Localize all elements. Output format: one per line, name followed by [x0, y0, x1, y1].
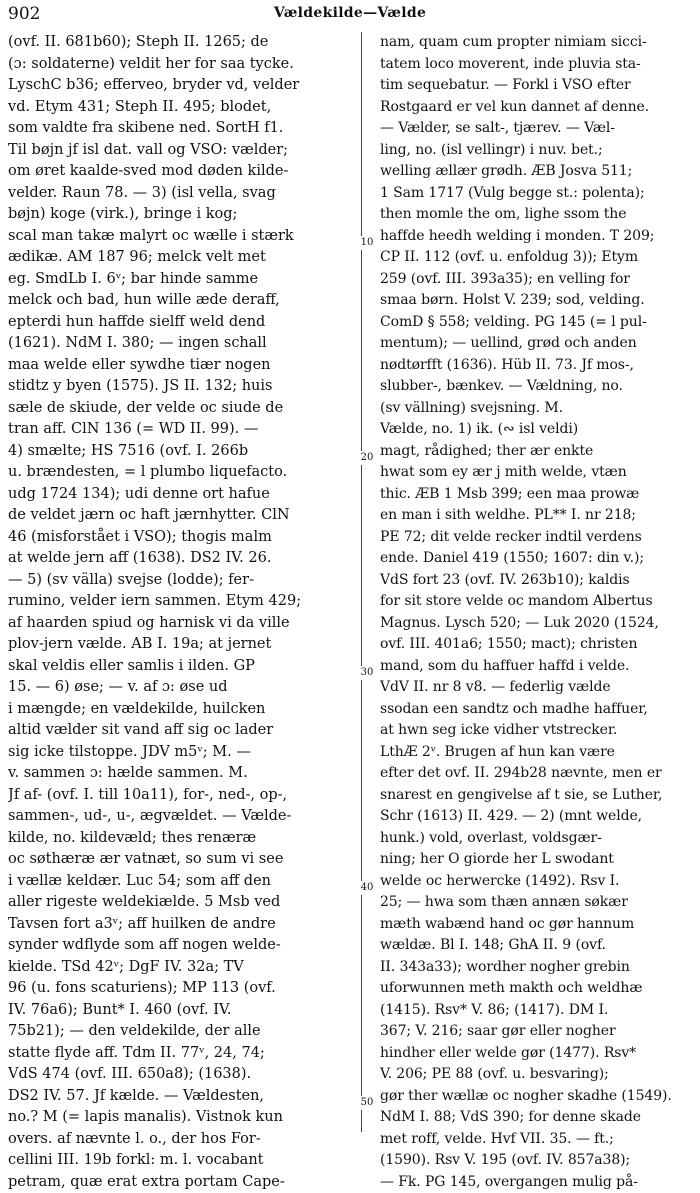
text-line: tran aff. ClN 136 (= WD II. 99). — [8, 419, 356, 441]
column-divider [361, 32, 362, 1132]
text-line: aller rigeste weldekiælde. 5 Msb ved [8, 892, 356, 914]
text-line: NdM I. 88; VdS 390; for denne skade [380, 1107, 694, 1129]
text-line: de veldet jærn oc haft jærnhytter. ClN [8, 505, 356, 527]
text-line: cellini III. 19b forkl: m. l. vocabant [8, 1150, 356, 1172]
text-line: stidtz y byen (1575). JS II. 132; huis [8, 376, 356, 398]
text-line: Vælde, no. 1) ik. (∾ isl veldi) [380, 419, 694, 441]
text-line: sig icke tilstoppe. JDV m5ᵛ; M. — [8, 742, 356, 764]
page-number: 902 [8, 4, 40, 24]
text-line: Schr (1613) II. 429. — 2) (mnt welde, [380, 806, 694, 828]
text-line: VdS 474 (ovf. III. 650a8); (1638). [8, 1064, 356, 1086]
text-line: kielde. TSd 42ᵛ; DgF IV. 32a; TV [8, 957, 356, 979]
text-line: ssodan een sandtz och madhe haffuer, [380, 699, 694, 721]
left-column [8, 32, 356, 1193]
text-line: V. 206; PE 88 (ovf. u. besvaring); [380, 1064, 694, 1086]
text-line: Magnus. Lysch 520; — Luk 2020 (1524, [380, 613, 694, 635]
line-marker-50: 50 [357, 1096, 377, 1110]
text-line: VdV II. nr 8 v8. — federlig vælde [380, 677, 694, 699]
text-line: — Vælder, se salt-, tjærev. — Væl- [380, 118, 694, 140]
text-line: ovf. III. 401a6; 1550; mact); christen [380, 634, 694, 656]
text-line: v. sammen ɔ: hælde sammen. M. [8, 763, 356, 785]
text-line: ling, no. (isl vellingr) i nuv. bet.; [380, 140, 694, 162]
text-line: gør ther wællæ oc nogher skadhe (1549). [380, 1086, 694, 1108]
text-line: snarest en gengivelse af t sie, se Luther, [380, 785, 694, 807]
text-line: LthÆ 2ᵛ. Brugen af hun kan være [380, 742, 694, 764]
text-line: af haarden spiud og harnisk vi da ville [8, 613, 356, 635]
text-line: u. brændesten, = l plumbo liquefacto. [8, 462, 356, 484]
text-line: (1590). Rsv V. 195 (ovf. IV. 857a38); [380, 1150, 694, 1172]
text-line: (sv vällning) svejsning. M. [380, 398, 694, 420]
text-line: eg. SmdLb I. 6ᵛ; bar hinde samme [8, 269, 356, 291]
text-line: nødtørfft (1636). Hüb II. 73. Jf mos-, [380, 355, 694, 377]
text-line: — 5) (sv välla) svejse (lodde); fer- [8, 570, 356, 592]
text-line: om øret kaalde-sved mod døden kilde- [8, 161, 356, 183]
text-line: sæle de skiude, der velde oc siude de [8, 398, 356, 420]
line-marker-20: 20 [357, 451, 377, 465]
line-marker-40: 40 [357, 881, 377, 895]
text-line: ComD § 558; velding. PG 145 (= l pul- [380, 312, 694, 334]
text-line: Til bøjn jf isl dat. vall og VSO: vælder; [8, 140, 356, 162]
text-line: kilde, no. kildevæld; thes renæræ [8, 828, 356, 850]
line-marker-10: 10 [357, 236, 377, 250]
text-line: i mængde; en vældekilde, huilcken [8, 699, 356, 721]
text-line: 1 Sam 1717 (Vulg begge st.: polenta); [380, 183, 694, 205]
text-line: Tavsen fort a3ᵛ; aff huilken de andre [8, 914, 356, 936]
text-line: mentum); — uellind, grød och anden [380, 333, 694, 355]
text-line: 4) smælte; HS 7516 (ovf. I. 266b [8, 441, 356, 463]
running-head: Vældekilde—Vælde [8, 5, 692, 21]
text-line: nam, quam cum propter nimiam sicci- [380, 32, 694, 54]
text-line: melck och bad, hun wille æde deraff, [8, 290, 356, 312]
text-line: plov-jern vælde. AB I. 19a; at jernet [8, 634, 356, 656]
text-line: ædikæ. AM 187 96; melck velt met [8, 247, 356, 269]
text-line: uforwunnen meth makth och weldhæ [380, 978, 694, 1000]
text-line: hindher eller welde gør (1477). Rsv* [380, 1043, 694, 1065]
page-header [8, 4, 692, 30]
text-line: 46 (misforstået i VSO); thogis malm [8, 527, 356, 549]
text-line: maa welde eller sywdhe tiær nogen [8, 355, 356, 377]
text-line: (ovf. II. 681b60); Steph II. 1265; de [8, 32, 356, 54]
text-line: (ɔ: soldaterne) veldit her for saa tycke. [8, 54, 356, 76]
text-line: mand, som du haffuer haffd i velde. [380, 656, 694, 678]
text-line: velder. Raun 78. — 3) (isl vella, svag [8, 183, 356, 205]
text-line: (1415). Rsv* V. 86; (1417). DM I. [380, 1000, 694, 1022]
text-line: thic. ÆB 1 Msb 399; een maa prowæ [380, 484, 694, 506]
text-line: no.? M (= lapis manalis). Vistnok kun [8, 1107, 356, 1129]
text-line: — Fk. PG 145, overgangen mulig på- [380, 1172, 694, 1193]
text-line: sammen-, ud-, u-, ægvældet. — Vælde- [8, 806, 356, 828]
text-line: IV. 76a6); Bunt* I. 460 (ovf. IV. [8, 1000, 356, 1022]
text-line: for sit store velde oc mandom Albertus [380, 591, 694, 613]
text-line: mæth wabænd hand oc gør hannum [380, 914, 694, 936]
text-line: 25; — hwa som thæn annæn søkær [380, 892, 694, 914]
text-line: welde oc herwercke (1492). Rsv I. [380, 871, 694, 893]
text-line: at welde jern aff (1638). DS2 IV. 26. [8, 548, 356, 570]
text-line: met roff, velde. Hvf VII. 35. — ft.; [380, 1129, 694, 1151]
text-line: petram, quæ erat extra portam Cape- [8, 1172, 356, 1193]
text-line: VdS fort 23 (ovf. IV. 263b10); kaldis [380, 570, 694, 592]
text-line: skal veldis eller samlis i ilden. GP [8, 656, 356, 678]
text-line: 96 (u. fons scaturiens); MP 113 (ovf. [8, 978, 356, 1000]
text-line: then momle the om, lighe ssom the [380, 204, 694, 226]
text-line: tim sequebatur. — Forkl i VSO efter [380, 75, 694, 97]
text-line: LyschC b36; efferveo, bryder vd, velder [8, 75, 356, 97]
text-line: PE 72; dit velde recker indtil verdens [380, 527, 694, 549]
text-line: 75b21); — den veldekilde, der alle [8, 1021, 356, 1043]
text-line: CP II. 112 (ovf. u. enfoldug 3)); Etym [380, 247, 694, 269]
text-line: rumino, velder iern sammen. Etym 429; [8, 591, 356, 613]
line-marker-30: 30 [357, 666, 377, 680]
text-line: smaa børn. Holst V. 239; sod, velding. [380, 290, 694, 312]
text-line: synder wdflyde som aff nogen welde- [8, 935, 356, 957]
text-line: en man i sith weldhe. PL** I. nr 218; [380, 505, 694, 527]
text-line: II. 343a33); wordher nogher grebin [380, 957, 694, 979]
text-line: udg 1724 134); udi denne ort hafue [8, 484, 356, 506]
text-line: welling ællær grødh. ÆB Josva 511; [380, 161, 694, 183]
text-line: magt, rådighed; ther ær enkte [380, 441, 694, 463]
text-line: ning; her O giorde her L swodant [380, 849, 694, 871]
text-line: scal man takæ malyrt oc wælle i stærk [8, 226, 356, 248]
text-line: epterdi hun haffde sielff weld dend [8, 312, 356, 334]
text-line: 15. — 6) øse; — v. af ɔ: øse ud [8, 677, 356, 699]
text-line: 259 (ovf. III. 393a35); en velling for [380, 269, 694, 291]
text-line: (1621). NdM I. 380; — ingen schall [8, 333, 356, 355]
text-line: i vællæ keldær. Luc 54; som aff den [8, 871, 356, 893]
text-line: slubber-, bænkev. — Vældning, no. [380, 376, 694, 398]
text-line: oc søthæræ ær vatnæt, so sum vi see [8, 849, 356, 871]
text-line: Jf af- (ovf. I. till 10a11), for-, ned-, op-, [8, 785, 356, 807]
text-line: overs. af nævnte l. o., der hos For- [8, 1129, 356, 1151]
text-line: vd. Etym 431; Steph II. 495; blodet, [8, 97, 356, 119]
text-line: 367; V. 216; saar gør eller nogher [380, 1021, 694, 1043]
text-line: ende. Daniel 419 (1550; 1607: din v.); [380, 548, 694, 570]
text-line: statte flyde aff. Tdm II. 77ᵛ, 24, 74; [8, 1043, 356, 1065]
text-line: bøjn) koge (virk.), bringe i kog; [8, 204, 356, 226]
text-line: Rostgaard er vel kun dannet af denne. [380, 97, 694, 119]
right-column [380, 32, 694, 1193]
text-line: at hwn seg icke vidher vtstrecker. [380, 720, 694, 742]
text-line: hwat som ey ær j mith welde, vtæn [380, 462, 694, 484]
text-line: wældæ. Bl I. 148; GhA II. 9 (ovf. [380, 935, 694, 957]
text-line: DS2 IV. 57. Jf kælde. — Vældesten, [8, 1086, 356, 1108]
text-line: efter det ovf. II. 294b28 nævnte, men er [380, 763, 694, 785]
text-line: som valdte fra skibene ned. SortH f1. [8, 118, 356, 140]
text-line: haffde heedh welding i monden. T 209; [380, 226, 694, 248]
text-line: hunk.) vold, overlast, voldsgær- [380, 828, 694, 850]
text-line: tatem loco moverent, inde pluvia sta- [380, 54, 694, 76]
text-line: altid vælder sit vand aff sig oc lader [8, 720, 356, 742]
